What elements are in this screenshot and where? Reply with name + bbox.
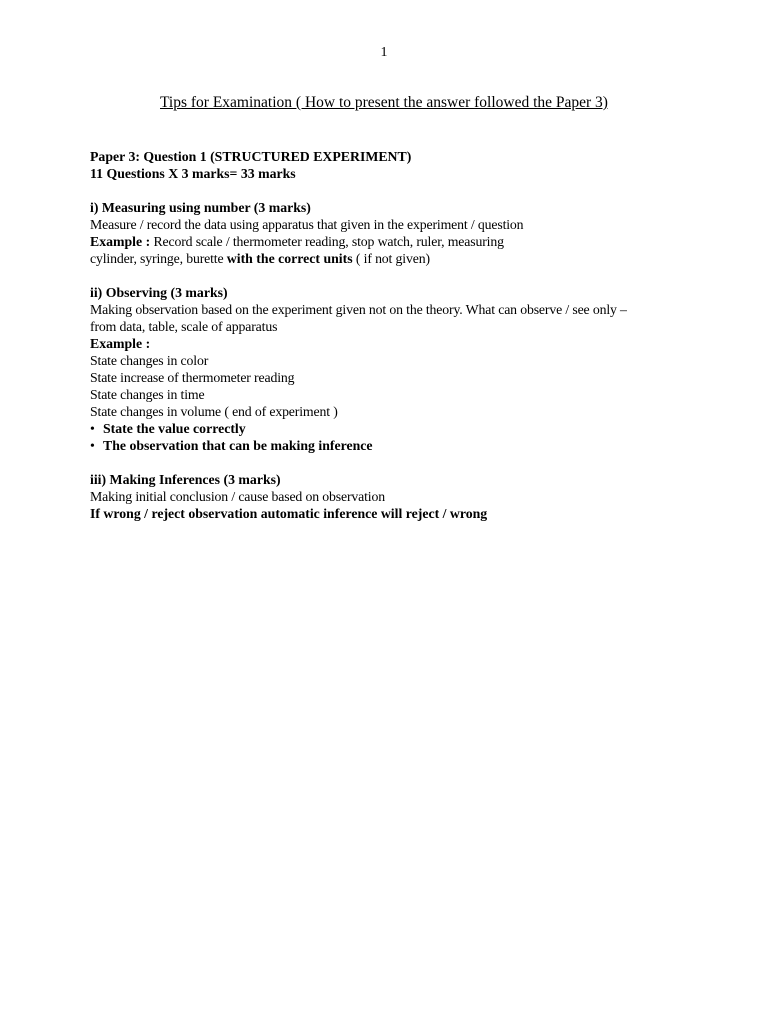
section-inferences-description: Making initial conclusion / cause based on observation — [90, 489, 385, 504]
document-body — [90, 148, 690, 522]
list-item: State changes in color — [90, 353, 209, 368]
example-label: Example : — [90, 234, 151, 249]
list-item: State increase of thermometer reading — [90, 370, 295, 385]
units-prefix: cylinder, syringe, burette — [90, 251, 227, 266]
list-item: State changes in time — [90, 387, 205, 402]
section-measuring-example — [90, 233, 690, 250]
page-number: 1 — [380, 45, 388, 60]
section-measuring-description: Measure / record the data using apparatus that given in the experiment / question — [90, 217, 524, 232]
section-observing-heading: ii) Observing (3 marks) — [90, 285, 228, 300]
section-inferences-heading: iii) Making Inferences (3 marks) — [90, 472, 281, 487]
section-measuring-units — [90, 250, 690, 267]
units-suffix: ( if not given) — [352, 251, 430, 266]
section-observing-description-2: from data, table, scale of apparatus — [90, 319, 278, 334]
section-measuring-heading: i) Measuring using number (3 marks) — [90, 200, 311, 215]
bullet-text: The observation that can be making inference — [103, 438, 373, 453]
section-observing-description: Making observation based on the experiment given not on the theory. What can observe / see only – — [90, 302, 627, 317]
list-item: State changes in volume ( end of experiment ) — [90, 404, 338, 419]
bullet-icon: • — [90, 438, 95, 453]
bullet-text: State the value correctly — [103, 421, 246, 436]
example-text: Record scale / thermometer reading, stop watch, ruler, measuring — [150, 234, 504, 249]
bullet-icon: • — [90, 421, 95, 436]
marks-summary: 11 Questions X 3 marks= 33 marks — [90, 166, 296, 181]
bullet-item — [90, 437, 690, 454]
section-inferences-warning: If wrong / reject observation automatic inference will reject / wrong — [90, 506, 488, 521]
page-title: Tips for Examination ( How to present the answer followed the Paper 3) — [160, 94, 608, 111]
observing-example-label: Example : — [90, 336, 151, 351]
units-emphasis: with the correct units — [226, 251, 353, 266]
paper-heading: Paper 3: Question 1 (STRUCTURED EXPERIMENT) — [90, 149, 412, 164]
bullet-item — [90, 420, 690, 437]
